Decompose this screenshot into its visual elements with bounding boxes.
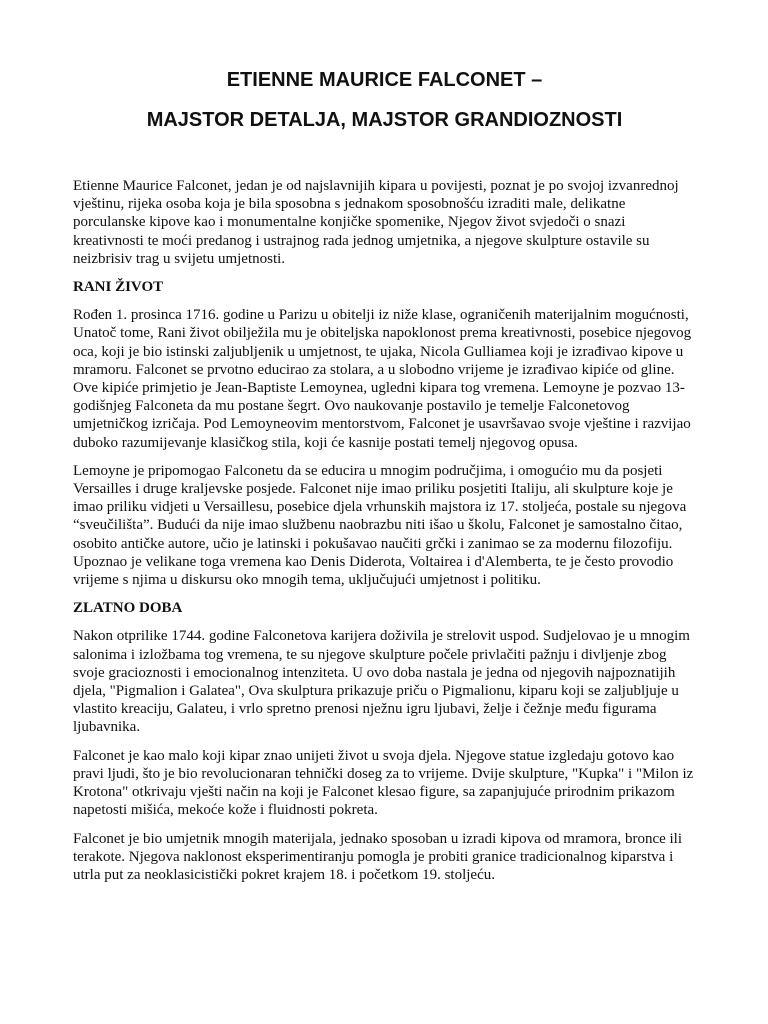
paragraph: Nakon otprilike 1744. godine Falconetova karijera doživila je strelovit uspod. Sudjelovao je u mnogim salonima i izložbama tog vremena, te su njegove skulpture počele privlačiti pažnju i divljenje zbog svoje gracioznosti i emocionalnog intenziteta. U ovo doba nastala je jedna od njegovih najpoznatijih djela, "Pigmalion i Galatea", Ova skulptura prikazuje priču o Pigmalionu, kiparu koji se zaljubljuje u vlastito kreaciju, Galateu, i vrlo spretno prenosi nježnu igru ljubavi, želje i čežnje među figurama ljubavnika. — [73, 628, 690, 736]
paragraph: Rođen 1. prosinca 1716. godine u Parizu u obitelji iz niže klase, ograničenih materijalnim mogućnosti, Unatoč tome, Rani život obilježila mu je obiteljska napoklonost prema kreativnosti, posebice njegovog oca, koji je bio istinski zaljubljenik u umjetnost, te ujaka, Nicola Gulliamea koji je izrađivao kipove u mramoru. Falconet se prvotno educirao za stolara, a u slobodno vrijeme je izrađivao kipiće od gline. Ove kipiće primjetio je Jean-Baptiste Lemoynea, ugledni kipara tog vremena. Lemoyne je pozvao 13-godišnjeg Falconeta da mu postane šegrt. Ovo naukovanje postavilo je temelje Falconetovog umjetničkog izričaja. Pod Lemoyneovim mentorstvom, Falconet je usavršavao svoje vještine i razvijao duboko razumijevanje klasičkog stila, koji će kasnije postati temelj njegovog opusa. — [73, 307, 692, 451]
page-title-line-2: MAJSTOR DETALJA, MAJSTOR GRANDIOZNOSTI — [146, 109, 623, 131]
page-title-line-1: ETIENNE MAURICE FALCONET – — [226, 69, 543, 91]
section-heading-zlatno-doba: ZLATNO DOBA — [73, 600, 183, 617]
intro-paragraph: Etienne Maurice Falconet, jedan je od najslavnijih kipara u povijesti, poznat je po svojoj izvanrednoj vještinu, rijeka osoba koja je bila sposobna s jednakom sposobnošću izraditi male, delikatne porculanske kipove kao i monumentalne konjičke spomenike, Njegov život svjedoči o snazi kreativnosti te moći predanog i ustrajnog rada jednog umjetnika, a njegove skulpture ostavile su neizbrisiv trag u svijetu umjetnosti. — [73, 178, 679, 267]
section-heading-rani-zivot: RANI ŽIVOT — [73, 279, 164, 296]
paragraph: Lemoyne je pripomogao Falconetu da se educira u mnogim područjima, i omogućio mu da posjeti Versailles i druge kraljevske posjede. Falconet nije imao priliku posjetiti Italiju, ali skulpture koje je imao priliku vidjeti u Versaillesu, posebice djela vrhunskih majstora iz 17. stoljeća, postale su njegova “sveučilišta”. Budući da nije imao službenu naobrazbu niti išao u školu, Falconet je samostalno čitao, osobito antičke autore, učio je latinski i pokušavao naučiti grčki i zanimao se za modernu filozofiju. Upoznao je velikane toga vremena kao Denis Diderota, Voltairea i d'Alemberta, te je često provodio vrijeme s njima u diskursu oko mnogih tema, uključujući umjetnost i politiku. — [73, 462, 687, 589]
paragraph: Falconet je bio umjetnik mnogih materijala, jednako sposoban u izradi kipova od mramora, bronce ili terakote. Njegova naklonost eksperimentiranju pomogla je probiti granice tradicionalnog kiparstva i utrla put za neoklasicistički pokret krajem 18. i početkom 19. stoljeću. — [73, 830, 683, 883]
paragraph: Falconet je kao malo koji kipar znao unijeti život u svoja djela. Njegove statue izgledaju gotovo kao pravi ljudi, što je bio revolucionaran tehnički doseg za to vrijeme. Dvije skulpture, "Kupka" i "Milon iz Krotona" otkrivaju vješti način na koji je Falconet klesao figure, sa zapanjujuće prirodnim prikazom napetosti mišića, mekoće kože i fluidnosti pokreta. — [73, 747, 694, 819]
